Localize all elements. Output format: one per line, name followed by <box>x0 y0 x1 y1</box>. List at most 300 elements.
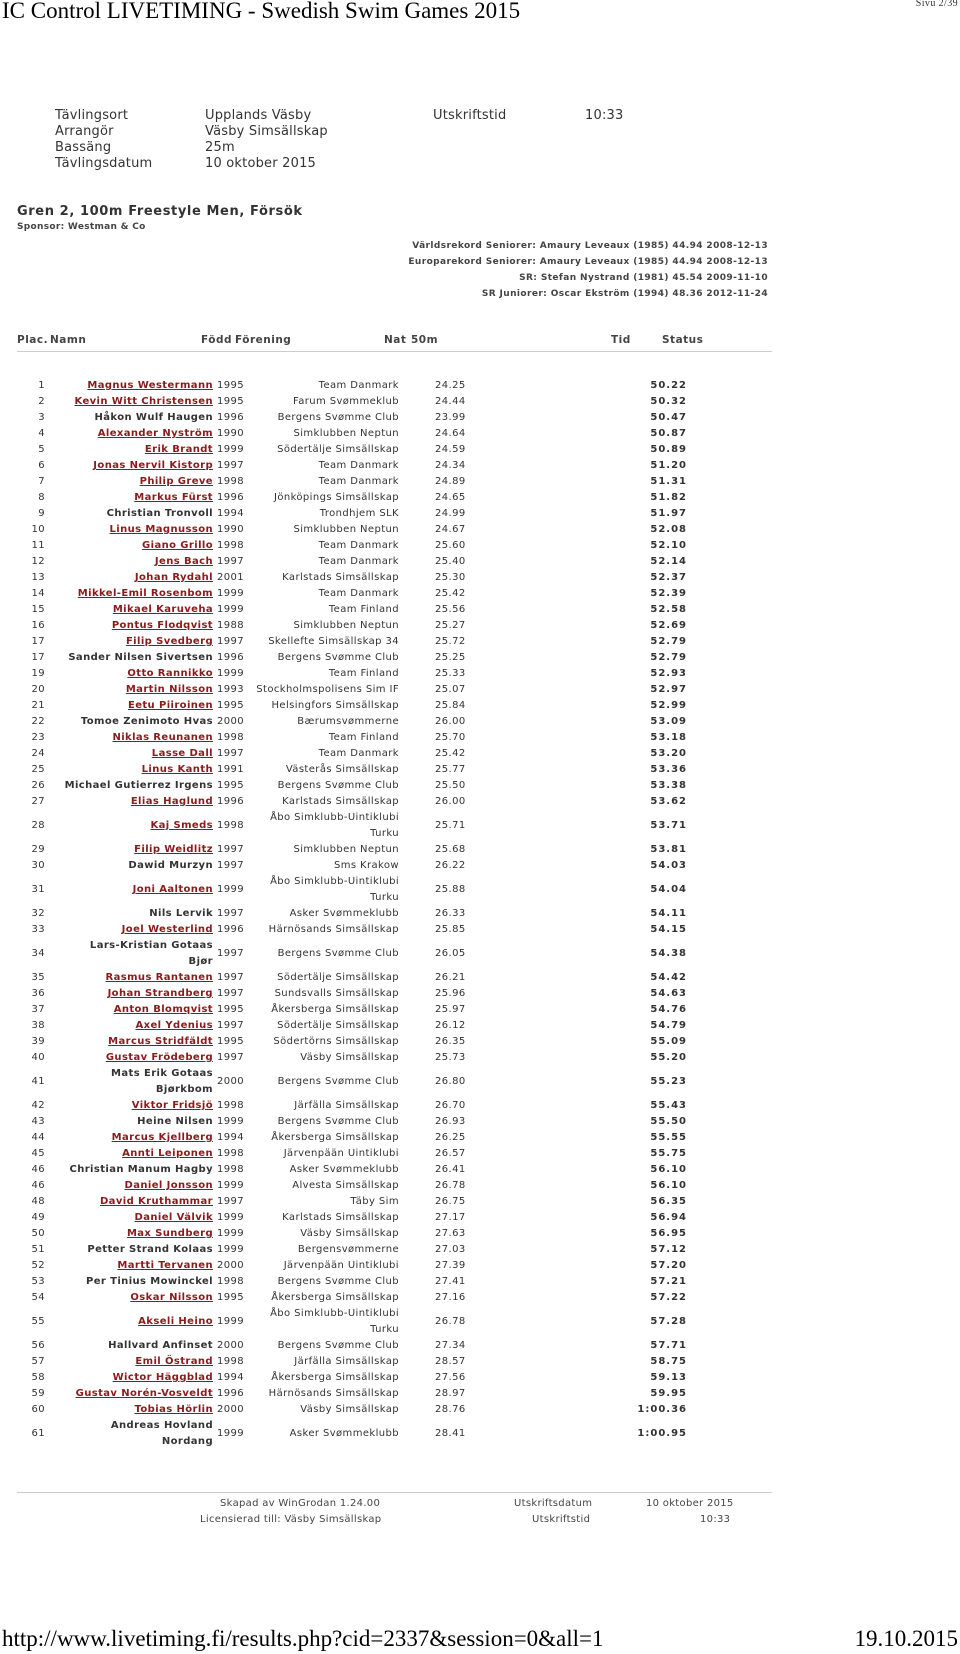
swimmer-name-link[interactable] <box>47 602 213 618</box>
result-row <box>17 586 772 602</box>
swimmer-name-link[interactable] <box>47 698 213 714</box>
swimmer-name-link[interactable] <box>47 842 213 858</box>
result-club <box>249 1194 399 1210</box>
result-club <box>249 698 399 714</box>
swimmer-name-line1: Jens Bach <box>154 556 213 567</box>
swimmer-name-link[interactable] <box>47 538 213 554</box>
result-place: 25 <box>31 764 45 775</box>
club-line1: Team Danmark <box>318 380 399 391</box>
result-time: 55.75 <box>650 1148 687 1159</box>
swimmer-name-link[interactable] <box>47 1226 213 1242</box>
result-club <box>249 714 399 730</box>
result-place: 3 <box>38 412 45 423</box>
club-line1: Sms Krakow <box>333 860 399 871</box>
swimmer-name-link[interactable] <box>47 458 213 474</box>
club-line1: Väsby Simsällskap <box>300 1052 399 1063</box>
club-line1: Trondhjem SLK <box>319 508 399 519</box>
result-place: 24 <box>31 748 45 759</box>
swimmer-name-line1: Daniel Välvik <box>134 1212 213 1223</box>
result-time: 52.97 <box>650 684 687 695</box>
swimmer-name-line1: Rasmus Rantanen <box>105 972 213 983</box>
result-born: 1999 <box>217 1228 245 1239</box>
result-born: 1999 <box>217 1428 245 1439</box>
swimmer-name-link[interactable] <box>47 1314 213 1330</box>
club-line1: Järfälla Simsällskap <box>294 1100 399 1111</box>
record-world: Världsrekord Seniorer: Amaury Leveaux (1985) 44.94 2008-12-13 <box>412 241 768 251</box>
club-line1: Åbo Simklubb-Uintiklubi <box>270 876 399 887</box>
swimmer-name-link[interactable] <box>47 522 213 538</box>
swimmer-name-line1: Philip Greve <box>139 476 213 487</box>
swimmer-name-link[interactable] <box>47 618 213 634</box>
result-time: 55.23 <box>650 1076 687 1087</box>
result-place: 12 <box>31 556 45 567</box>
result-club <box>249 1018 399 1034</box>
result-born: 1997 <box>217 556 245 567</box>
result-split: 27.63 <box>435 1228 466 1239</box>
swimmer-name-line1: Christian Tronvoll <box>106 508 213 519</box>
swimmer-name-link[interactable] <box>47 490 213 506</box>
club-line1: Bergens Svømme Club <box>277 948 399 959</box>
club-line1: Bergens Svømme Club <box>277 1076 399 1087</box>
swimmer-name <box>47 410 213 426</box>
result-club <box>249 1386 399 1402</box>
result-split: 27.17 <box>435 1212 466 1223</box>
col-club: Förening <box>235 334 292 346</box>
swimmer-name-link[interactable] <box>47 762 213 778</box>
result-born: 1995 <box>217 1292 245 1303</box>
swimmer-name-link[interactable] <box>47 818 213 834</box>
result-place: 46 <box>31 1164 45 1175</box>
swimmer-name-link[interactable] <box>47 746 213 762</box>
result-club <box>249 474 399 490</box>
result-place: 43 <box>31 1116 45 1127</box>
result-row <box>17 506 772 522</box>
result-time: 57.12 <box>650 1244 687 1255</box>
result-club <box>249 874 399 906</box>
swimmer-name-link[interactable] <box>47 1050 213 1066</box>
record-swedish: SR: Stefan Nystrand (1981) 45.54 2009-11-10 <box>519 273 768 283</box>
result-place: 42 <box>31 1100 45 1111</box>
result-row <box>17 570 772 586</box>
result-place: 55 <box>31 1316 45 1327</box>
result-split: 26.25 <box>435 1132 466 1143</box>
result-row <box>17 618 772 634</box>
result-club <box>249 842 399 858</box>
result-split: 27.03 <box>435 1244 466 1255</box>
result-time: 55.43 <box>650 1100 687 1111</box>
swimmer-name-line1: Tomoe Zenimoto Hvas <box>80 716 213 727</box>
results-column-header <box>17 334 772 352</box>
result-place: 50 <box>31 1228 45 1239</box>
result-born: 1997 <box>217 748 245 759</box>
swimmer-name <box>47 938 213 970</box>
result-born: 1999 <box>217 1212 245 1223</box>
swimmer-name-link[interactable] <box>47 1146 213 1162</box>
result-split: 27.39 <box>435 1260 466 1271</box>
swimmer-name-line1: Andreas Hovland <box>110 1420 213 1431</box>
club-line1: Helsingfors Simsällskap <box>271 700 399 711</box>
swimmer-name-link[interactable] <box>47 634 213 650</box>
result-time: 52.99 <box>650 700 687 711</box>
result-club <box>249 1258 399 1274</box>
result-split: 25.70 <box>435 732 466 743</box>
result-club <box>249 778 399 794</box>
result-place: 29 <box>31 844 45 855</box>
club-line1: Bærumsvømmerne <box>297 716 399 727</box>
result-born: 1994 <box>217 1132 245 1143</box>
club-line1: Asker Svømmeklubb <box>289 908 399 919</box>
swimmer-name <box>47 1274 213 1290</box>
club-line2: Turku <box>370 828 399 839</box>
club-line1: Härnösands Simsällskap <box>268 924 399 935</box>
swimmer-name-line1: Marcus Stridfäldt <box>108 1036 213 1047</box>
result-born: 1996 <box>217 1388 245 1399</box>
swimmer-name-link[interactable] <box>47 682 213 698</box>
result-split: 24.67 <box>435 524 466 535</box>
swimmer-name-link[interactable] <box>47 442 213 458</box>
swimmer-name-line1: Niklas Reunanen <box>112 732 213 743</box>
result-time: 56.35 <box>650 1196 687 1207</box>
result-split: 26.00 <box>435 716 466 727</box>
swimmer-name-line1: Christian Manum Hagby <box>69 1164 213 1175</box>
result-split: 26.70 <box>435 1100 466 1111</box>
result-row <box>17 922 772 938</box>
result-row <box>17 986 772 1002</box>
result-place: 39 <box>31 1036 45 1047</box>
swimmer-name-link[interactable] <box>47 1018 213 1034</box>
result-row <box>17 378 772 394</box>
result-split: 26.00 <box>435 796 466 807</box>
swimmer-name-line1: Gustav Norén-Vosveldt <box>75 1388 213 1399</box>
swimmer-name-line1: Johan Rydahl <box>134 572 213 583</box>
club-line1: Järvenpään Uintiklubi <box>283 1260 399 1271</box>
result-club <box>249 746 399 762</box>
club-line1: Västerås Simsällskap <box>285 764 399 775</box>
result-place: 57 <box>31 1356 45 1367</box>
club-line1: Farum Svømmeklub <box>292 396 399 407</box>
club-line1: Härnösands Simsällskap <box>268 1388 399 1399</box>
club-line1: Bergens Svømme Club <box>277 652 399 663</box>
result-time: 50.32 <box>650 396 687 407</box>
swimmer-name-line1: Petter Strand Kolaas <box>87 1244 213 1255</box>
result-row <box>17 474 772 490</box>
result-split: 24.25 <box>435 380 466 391</box>
footer-created: Skapad av WinGrodan 1.24.00 <box>220 1498 381 1509</box>
result-split: 28.76 <box>435 1404 466 1415</box>
swimmer-name-link[interactable] <box>47 474 213 490</box>
result-row <box>17 1018 772 1034</box>
result-born: 1999 <box>217 1244 245 1255</box>
club-line1: Team Finland <box>328 732 399 743</box>
swimmer-name <box>47 1066 213 1098</box>
result-row <box>17 1114 772 1130</box>
result-born: 2000 <box>217 1260 245 1271</box>
result-time: 51.97 <box>650 508 687 519</box>
result-row <box>17 426 772 442</box>
result-place: 31 <box>31 884 45 895</box>
result-split: 28.41 <box>435 1428 466 1439</box>
swimmer-name-link[interactable] <box>47 1402 213 1418</box>
result-time: 52.10 <box>650 540 687 551</box>
club-line1: Team Danmark <box>318 748 399 759</box>
swimmer-name-line1: Axel Ydenius <box>135 1020 213 1031</box>
result-time: 53.62 <box>650 796 687 807</box>
club-line1: Åkersberga Simsällskap <box>271 1292 399 1303</box>
result-split: 26.57 <box>435 1148 466 1159</box>
footer-licensed: Licensierad till: Väsby Simsällskap <box>200 1514 382 1525</box>
result-split: 25.97 <box>435 1004 466 1015</box>
club-line2: Turku <box>370 892 399 903</box>
swimmer-name <box>47 1114 213 1130</box>
venue-value: Upplands Väsby <box>205 108 312 123</box>
result-place: 40 <box>31 1052 45 1063</box>
result-place: 46 <box>31 1180 45 1191</box>
result-born: 2000 <box>217 1340 245 1351</box>
club-line2: Turku <box>370 1324 399 1335</box>
record-swedish-junior: SR Juniorer: Oscar Ekström (1994) 48.36 2012-11-24 <box>481 289 768 299</box>
result-born: 1995 <box>217 1004 245 1015</box>
swimmer-name-line1: Emil Östrand <box>135 1356 213 1367</box>
result-club <box>249 1402 399 1418</box>
result-place: 9 <box>38 508 45 519</box>
result-born: 2000 <box>217 716 245 727</box>
result-time: 54.38 <box>650 948 687 959</box>
result-time: 53.38 <box>650 780 687 791</box>
swimmer-name-line1: Joel Westerlind <box>121 924 213 935</box>
result-time: 52.08 <box>650 524 687 535</box>
swimmer-name-line1: Joni Aaltonen <box>132 884 213 895</box>
result-place: 38 <box>31 1020 45 1031</box>
result-club <box>249 762 399 778</box>
club-line1: Simklubben Neptun <box>293 620 399 631</box>
footer-divider <box>17 1492 772 1493</box>
result-place: 30 <box>31 860 45 871</box>
result-time: 1:00.95 <box>637 1428 687 1439</box>
swimmer-name-link[interactable] <box>47 1130 213 1146</box>
result-club <box>249 586 399 602</box>
swimmer-name-link[interactable] <box>47 794 213 810</box>
result-row <box>17 970 772 986</box>
club-line1: Jönköpings Simsällskap <box>273 492 399 503</box>
swimmer-name-line1: Filip Weidlitz <box>134 844 213 855</box>
result-row <box>17 1290 772 1306</box>
swimmer-name <box>47 906 213 922</box>
club-line1: Åbo Simklubb-Uintiklubi <box>270 812 399 823</box>
swimmer-name-link[interactable] <box>47 1098 213 1114</box>
club-line1: Bergens Svømme Club <box>277 780 399 791</box>
club-line1: Simklubben Neptun <box>293 524 399 535</box>
swimmer-name-link[interactable] <box>47 1386 213 1402</box>
result-club <box>249 634 399 650</box>
club-line1: Södertälje Simsällskap <box>277 444 399 455</box>
swimmer-name-line1: Michael Gutierrez Irgens <box>64 780 213 791</box>
result-club <box>249 1002 399 1018</box>
result-split: 25.42 <box>435 588 466 599</box>
footer-print-time: 10:33 <box>700 1514 731 1525</box>
swimmer-name-line1: Marcus Kjellberg <box>111 1132 213 1143</box>
result-time: 53.81 <box>650 844 687 855</box>
swimmer-name-link[interactable] <box>47 1194 213 1210</box>
result-place: 52 <box>31 1260 45 1271</box>
club-line1: Simklubben Neptun <box>293 428 399 439</box>
club-line1: Karlstads Simsällskap <box>282 1212 399 1223</box>
swimmer-name-line1: Max Sundberg <box>126 1228 213 1239</box>
result-row <box>17 1162 772 1178</box>
result-time: 51.82 <box>650 492 687 503</box>
event-title: Gren 2, 100m Freestyle Men, Försök <box>17 204 303 219</box>
club-line1: Bergens Svømme Club <box>277 1340 399 1351</box>
result-row <box>17 874 772 906</box>
result-split: 26.75 <box>435 1196 466 1207</box>
result-time: 50.87 <box>650 428 687 439</box>
result-split: 26.33 <box>435 908 466 919</box>
result-time: 53.09 <box>650 716 687 727</box>
organizer-value: Väsby Simsällskap <box>205 124 328 139</box>
result-born: 1998 <box>217 1276 245 1287</box>
result-split: 24.99 <box>435 508 466 519</box>
result-time: 57.71 <box>650 1340 687 1351</box>
result-club <box>249 442 399 458</box>
swimmer-name-link[interactable] <box>47 666 213 682</box>
col-time: Tid <box>611 334 631 346</box>
result-split: 25.27 <box>435 620 466 631</box>
result-born: 1999 <box>217 1116 245 1127</box>
result-row <box>17 522 772 538</box>
swimmer-name-link[interactable] <box>47 1178 213 1194</box>
result-club <box>249 506 399 522</box>
club-line1: Södertälje Simsällskap <box>277 1020 399 1031</box>
result-split: 25.72 <box>435 636 466 647</box>
col-status: Status <box>662 334 704 346</box>
result-time: 50.89 <box>650 444 687 455</box>
swimmer-name-link[interactable] <box>47 986 213 1002</box>
swimmer-name-link[interactable] <box>47 394 213 410</box>
swimmer-name-line1: Akseli Heino <box>138 1316 213 1327</box>
swimmer-name-line1: Hallvard Anfinset <box>108 1340 213 1351</box>
result-row <box>17 1370 772 1386</box>
footer-print-time-label: Utskriftstid <box>532 1514 591 1525</box>
result-place: 61 <box>31 1428 45 1439</box>
result-time: 54.42 <box>650 972 687 983</box>
result-split: 28.57 <box>435 1356 466 1367</box>
result-club <box>249 1242 399 1258</box>
swimmer-name-link[interactable] <box>47 570 213 586</box>
swimmer-name-link[interactable] <box>47 970 213 986</box>
swimmer-name-link[interactable] <box>47 554 213 570</box>
result-row <box>17 1130 772 1146</box>
result-club <box>249 906 399 922</box>
result-time: 50.22 <box>650 380 687 391</box>
result-time: 52.58 <box>650 604 687 615</box>
swimmer-name <box>47 1242 213 1258</box>
swimmer-name-link[interactable] <box>47 882 213 898</box>
swimmer-name-link[interactable] <box>47 1210 213 1226</box>
result-born: 1995 <box>217 780 245 791</box>
result-born: 1999 <box>217 1180 245 1191</box>
organizer-label: Arrangör <box>55 124 114 139</box>
result-place: 51 <box>31 1244 45 1255</box>
result-club <box>249 810 399 842</box>
result-split: 25.07 <box>435 684 466 695</box>
result-born: 1997 <box>217 908 245 919</box>
result-born: 1997 <box>217 1052 245 1063</box>
swimmer-name-line1: Nils Lervik <box>149 908 213 919</box>
result-born: 1994 <box>217 508 245 519</box>
swimmer-name-link[interactable] <box>47 730 213 746</box>
result-place: 32 <box>31 908 45 919</box>
swimmer-name-link[interactable] <box>47 378 213 394</box>
result-time: 51.31 <box>650 476 687 487</box>
result-split: 25.88 <box>435 884 466 895</box>
result-time: 59.13 <box>650 1372 687 1383</box>
swimmer-name-link[interactable] <box>47 586 213 602</box>
result-born: 1998 <box>217 1100 245 1111</box>
result-time: 57.21 <box>650 1276 687 1287</box>
swimmer-name-link[interactable] <box>47 1258 213 1274</box>
result-place: 23 <box>31 732 45 743</box>
result-time: 50.47 <box>650 412 687 423</box>
result-split: 27.56 <box>435 1372 466 1383</box>
result-row <box>17 442 772 458</box>
swimmer-name-link[interactable] <box>47 1034 213 1050</box>
result-split: 26.93 <box>435 1116 466 1127</box>
result-born: 1998 <box>217 1356 245 1367</box>
result-place: 54 <box>31 1292 45 1303</box>
result-row <box>17 1354 772 1370</box>
swimmer-name-link[interactable] <box>47 922 213 938</box>
swimmer-name-line1: Otto Rannikko <box>127 668 213 679</box>
result-place: 5 <box>38 444 45 455</box>
swimmer-name-link[interactable] <box>47 426 213 442</box>
result-club <box>249 426 399 442</box>
swimmer-name-link[interactable] <box>47 1370 213 1386</box>
browser-footer-url: http://www.livetiming.fi/results.php?cid=2337&session=0&all=1 <box>2 1626 604 1651</box>
result-place: 15 <box>31 604 45 615</box>
club-line1: Team Danmark <box>318 460 399 471</box>
swimmer-name-line1: Mikkel-Emil Rosenbom <box>77 588 213 599</box>
result-row <box>17 730 772 746</box>
swimmer-name-link[interactable] <box>47 1290 213 1306</box>
col-nat: Nat <box>384 334 407 346</box>
result-time: 53.18 <box>650 732 687 743</box>
result-place: 4 <box>38 428 45 439</box>
result-time: 53.71 <box>650 820 687 831</box>
result-split: 25.96 <box>435 988 466 999</box>
swimmer-name-link[interactable] <box>47 1354 213 1370</box>
swimmer-name-line1: Lasse Dall <box>151 748 213 759</box>
result-row <box>17 714 772 730</box>
swimmer-name-link[interactable] <box>47 1002 213 1018</box>
result-place: 11 <box>31 540 45 551</box>
swimmer-name-line1: Markus Fürst <box>134 492 213 503</box>
result-born: 1998 <box>217 732 245 743</box>
result-time: 59.95 <box>650 1388 687 1399</box>
result-place: 6 <box>38 460 45 471</box>
result-time: 52.69 <box>650 620 687 631</box>
club-line1: Team Finland <box>328 668 399 679</box>
col-split: 50m <box>411 334 439 346</box>
result-born: 1998 <box>217 1148 245 1159</box>
result-club <box>249 522 399 538</box>
result-time: 58.75 <box>650 1356 687 1367</box>
result-born: 1997 <box>217 948 245 959</box>
club-line1: Team Finland <box>328 604 399 615</box>
swimmer-name-line1: Tobias Hörlin <box>134 1404 213 1415</box>
print-header <box>0 0 960 28</box>
swimmer-name <box>47 1418 213 1450</box>
result-row <box>17 666 772 682</box>
club-line1: Asker Svømmeklubb <box>289 1428 399 1439</box>
